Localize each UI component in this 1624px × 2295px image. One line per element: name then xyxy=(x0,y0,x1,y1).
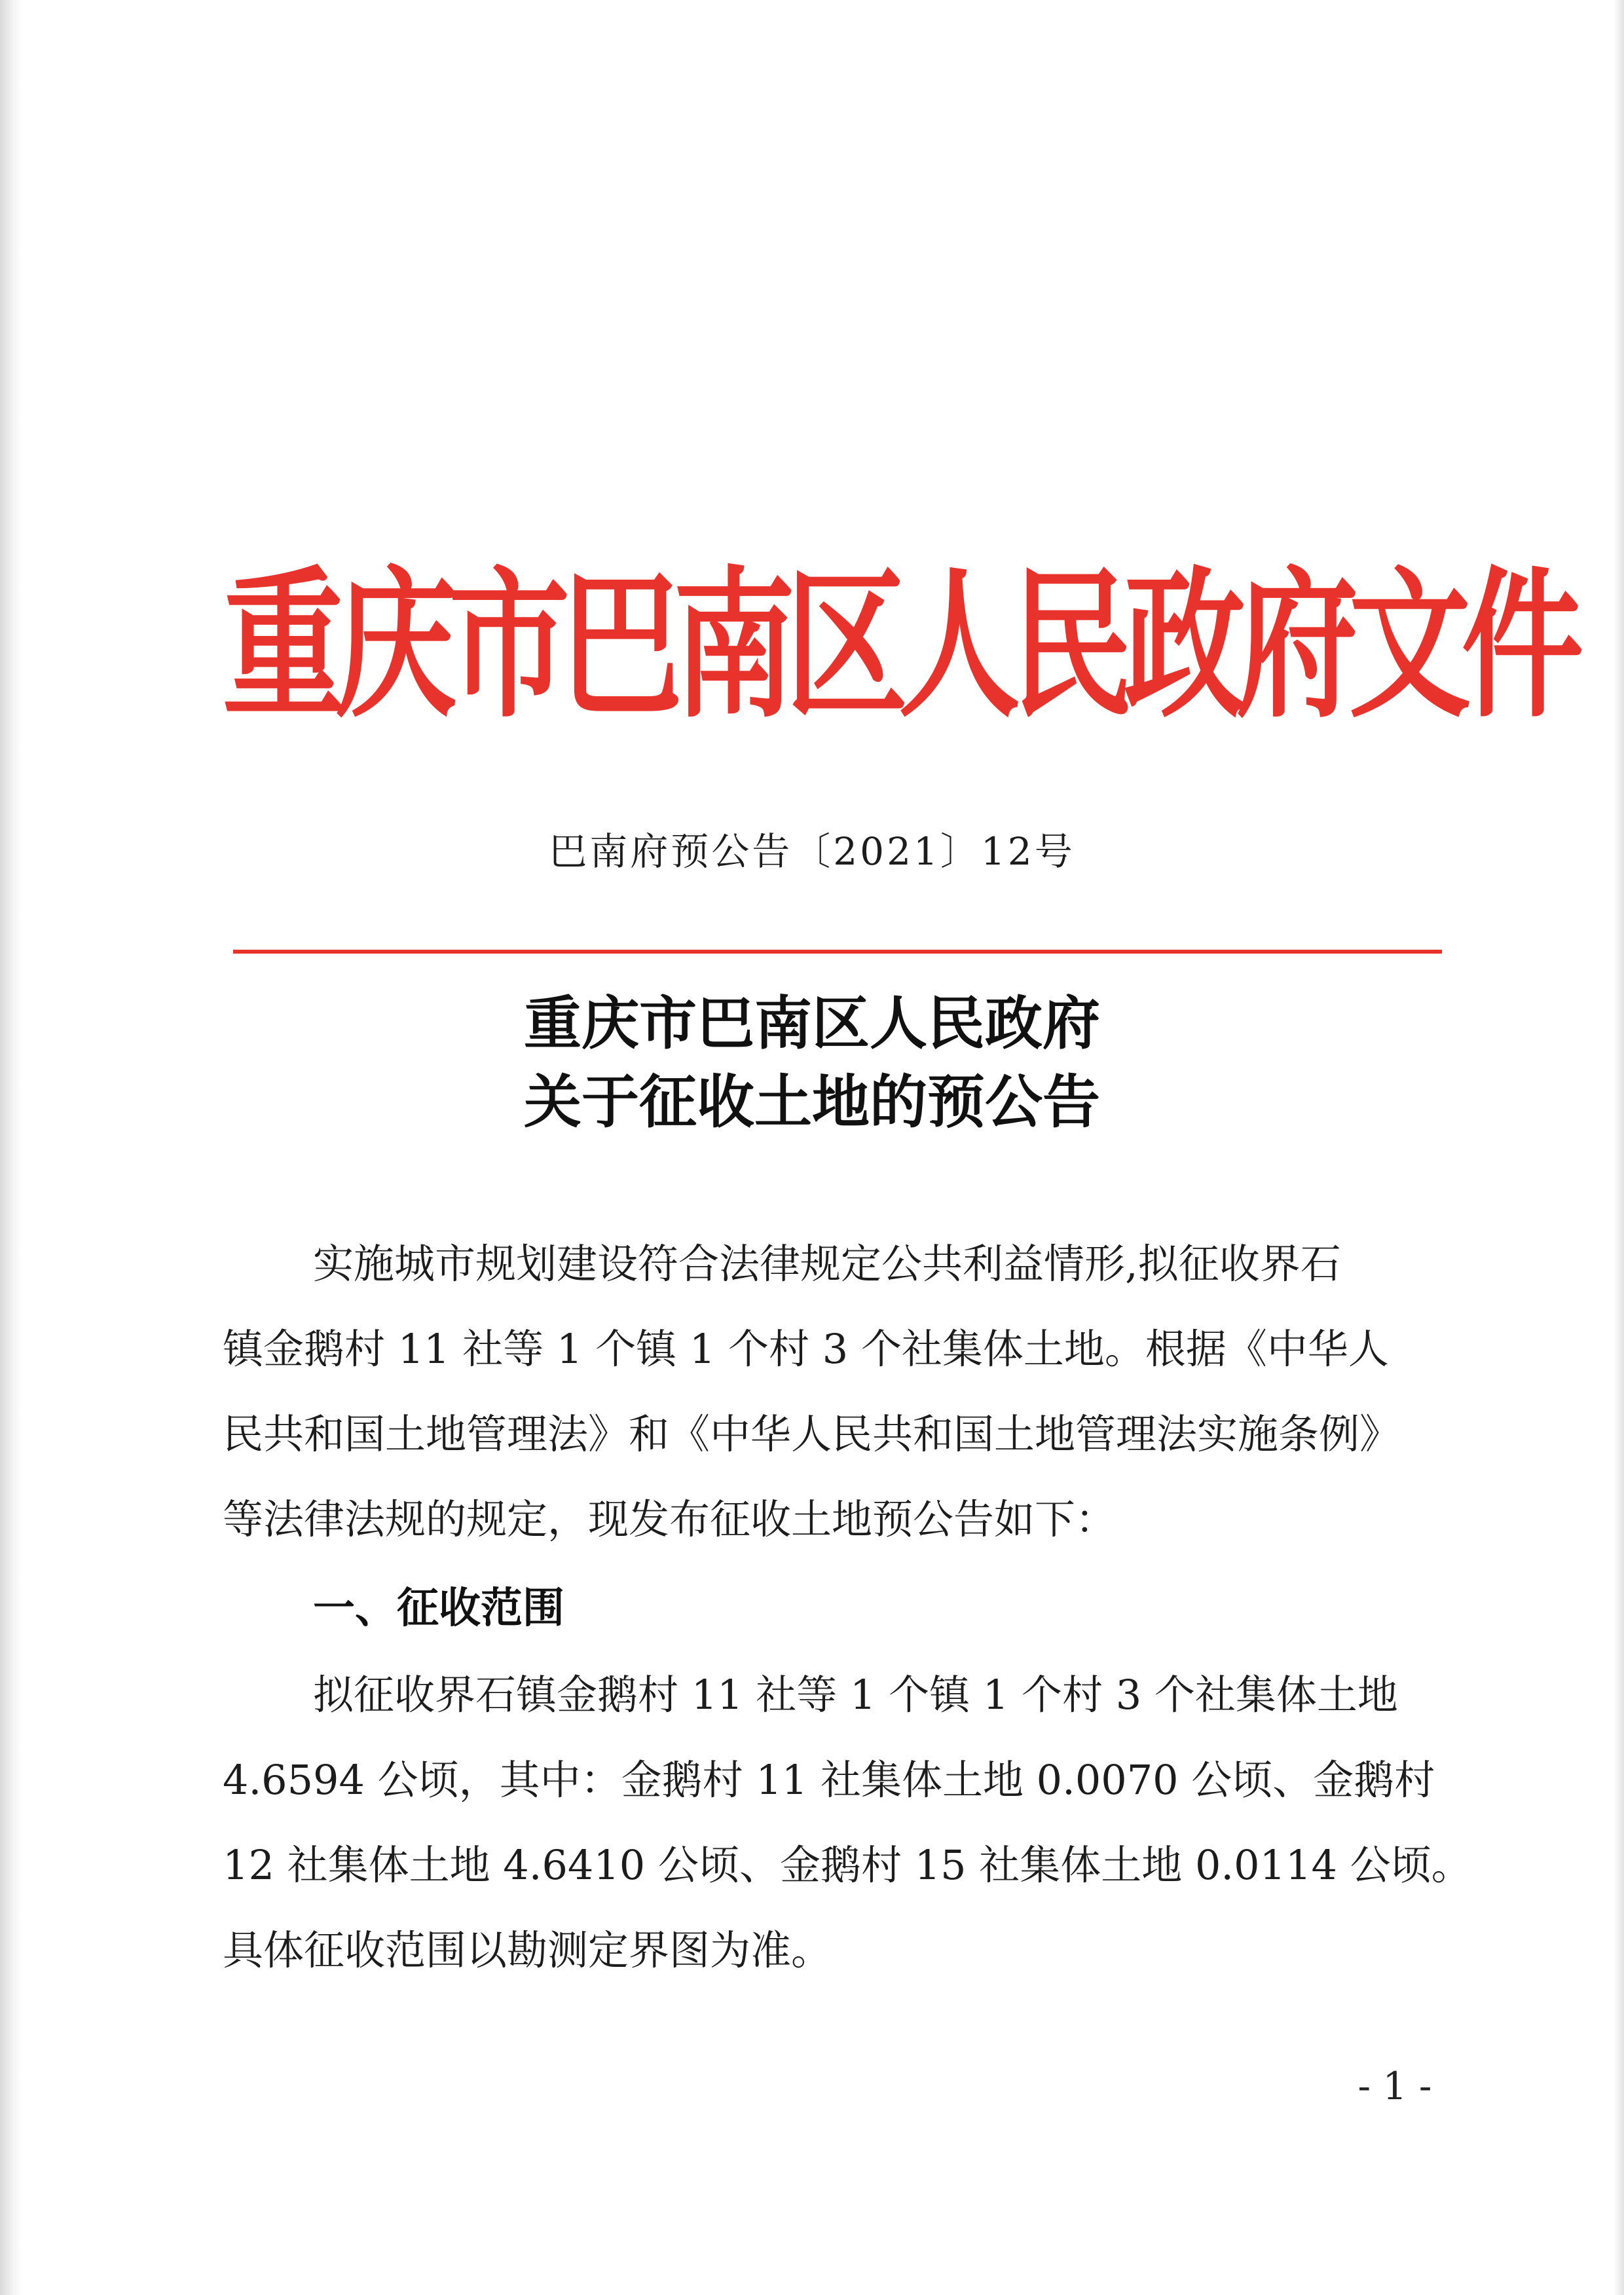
red-separator-line xyxy=(233,950,1442,954)
intro-paragraph-line: 镇金鹅村 11 社等 1 个镇 1 个村 3 个社集体土地。根据《中华人 xyxy=(223,1325,1389,1373)
page-number: - 1 - xyxy=(1357,2064,1432,2108)
notice-title-line-2: 关于征收土地的预公告 xyxy=(523,1068,1100,1136)
notice-title-line-1: 重庆市巴南区人民政府 xyxy=(523,989,1100,1057)
scan-edge-right xyxy=(1614,0,1624,2295)
intro-paragraph-line: 民共和国土地管理法》和《中华人民共和国土地管理法实施条例》 xyxy=(223,1410,1401,1458)
section1-paragraph-line: 具体征收范围以勘测定界图为准。 xyxy=(223,1926,832,1974)
scan-edge-left xyxy=(0,0,22,2295)
section1-paragraph-line: 4.6594 公顷，其中：金鹅村 11 社集体土地 0.0070 公顷、金鹅村 xyxy=(223,1756,1435,1804)
document-header-title: 重庆市巴南区人民政府文件 xyxy=(223,550,1575,739)
intro-paragraph-line: 实施城市规划建设符合法律规定公共利益情形,拟征收界石 xyxy=(313,1240,1341,1288)
intro-paragraph-line: 等法律法规的规定，现发布征收土地预公告如下： xyxy=(223,1495,1116,1543)
document-number: 巴南府预公告〔2021〕12号 xyxy=(549,829,1075,874)
section1-paragraph-line: 拟征收界石镇金鹅村 11 社等 1 个镇 1 个村 3 个社集体土地 xyxy=(313,1671,1398,1719)
section1-paragraph-line: 12 社集体土地 4.6410 公顷、金鹅村 15 社集体土地 0.0114 公顷。 xyxy=(223,1841,1472,1889)
section-heading-scope: 一、征收范围 xyxy=(313,1584,564,1633)
